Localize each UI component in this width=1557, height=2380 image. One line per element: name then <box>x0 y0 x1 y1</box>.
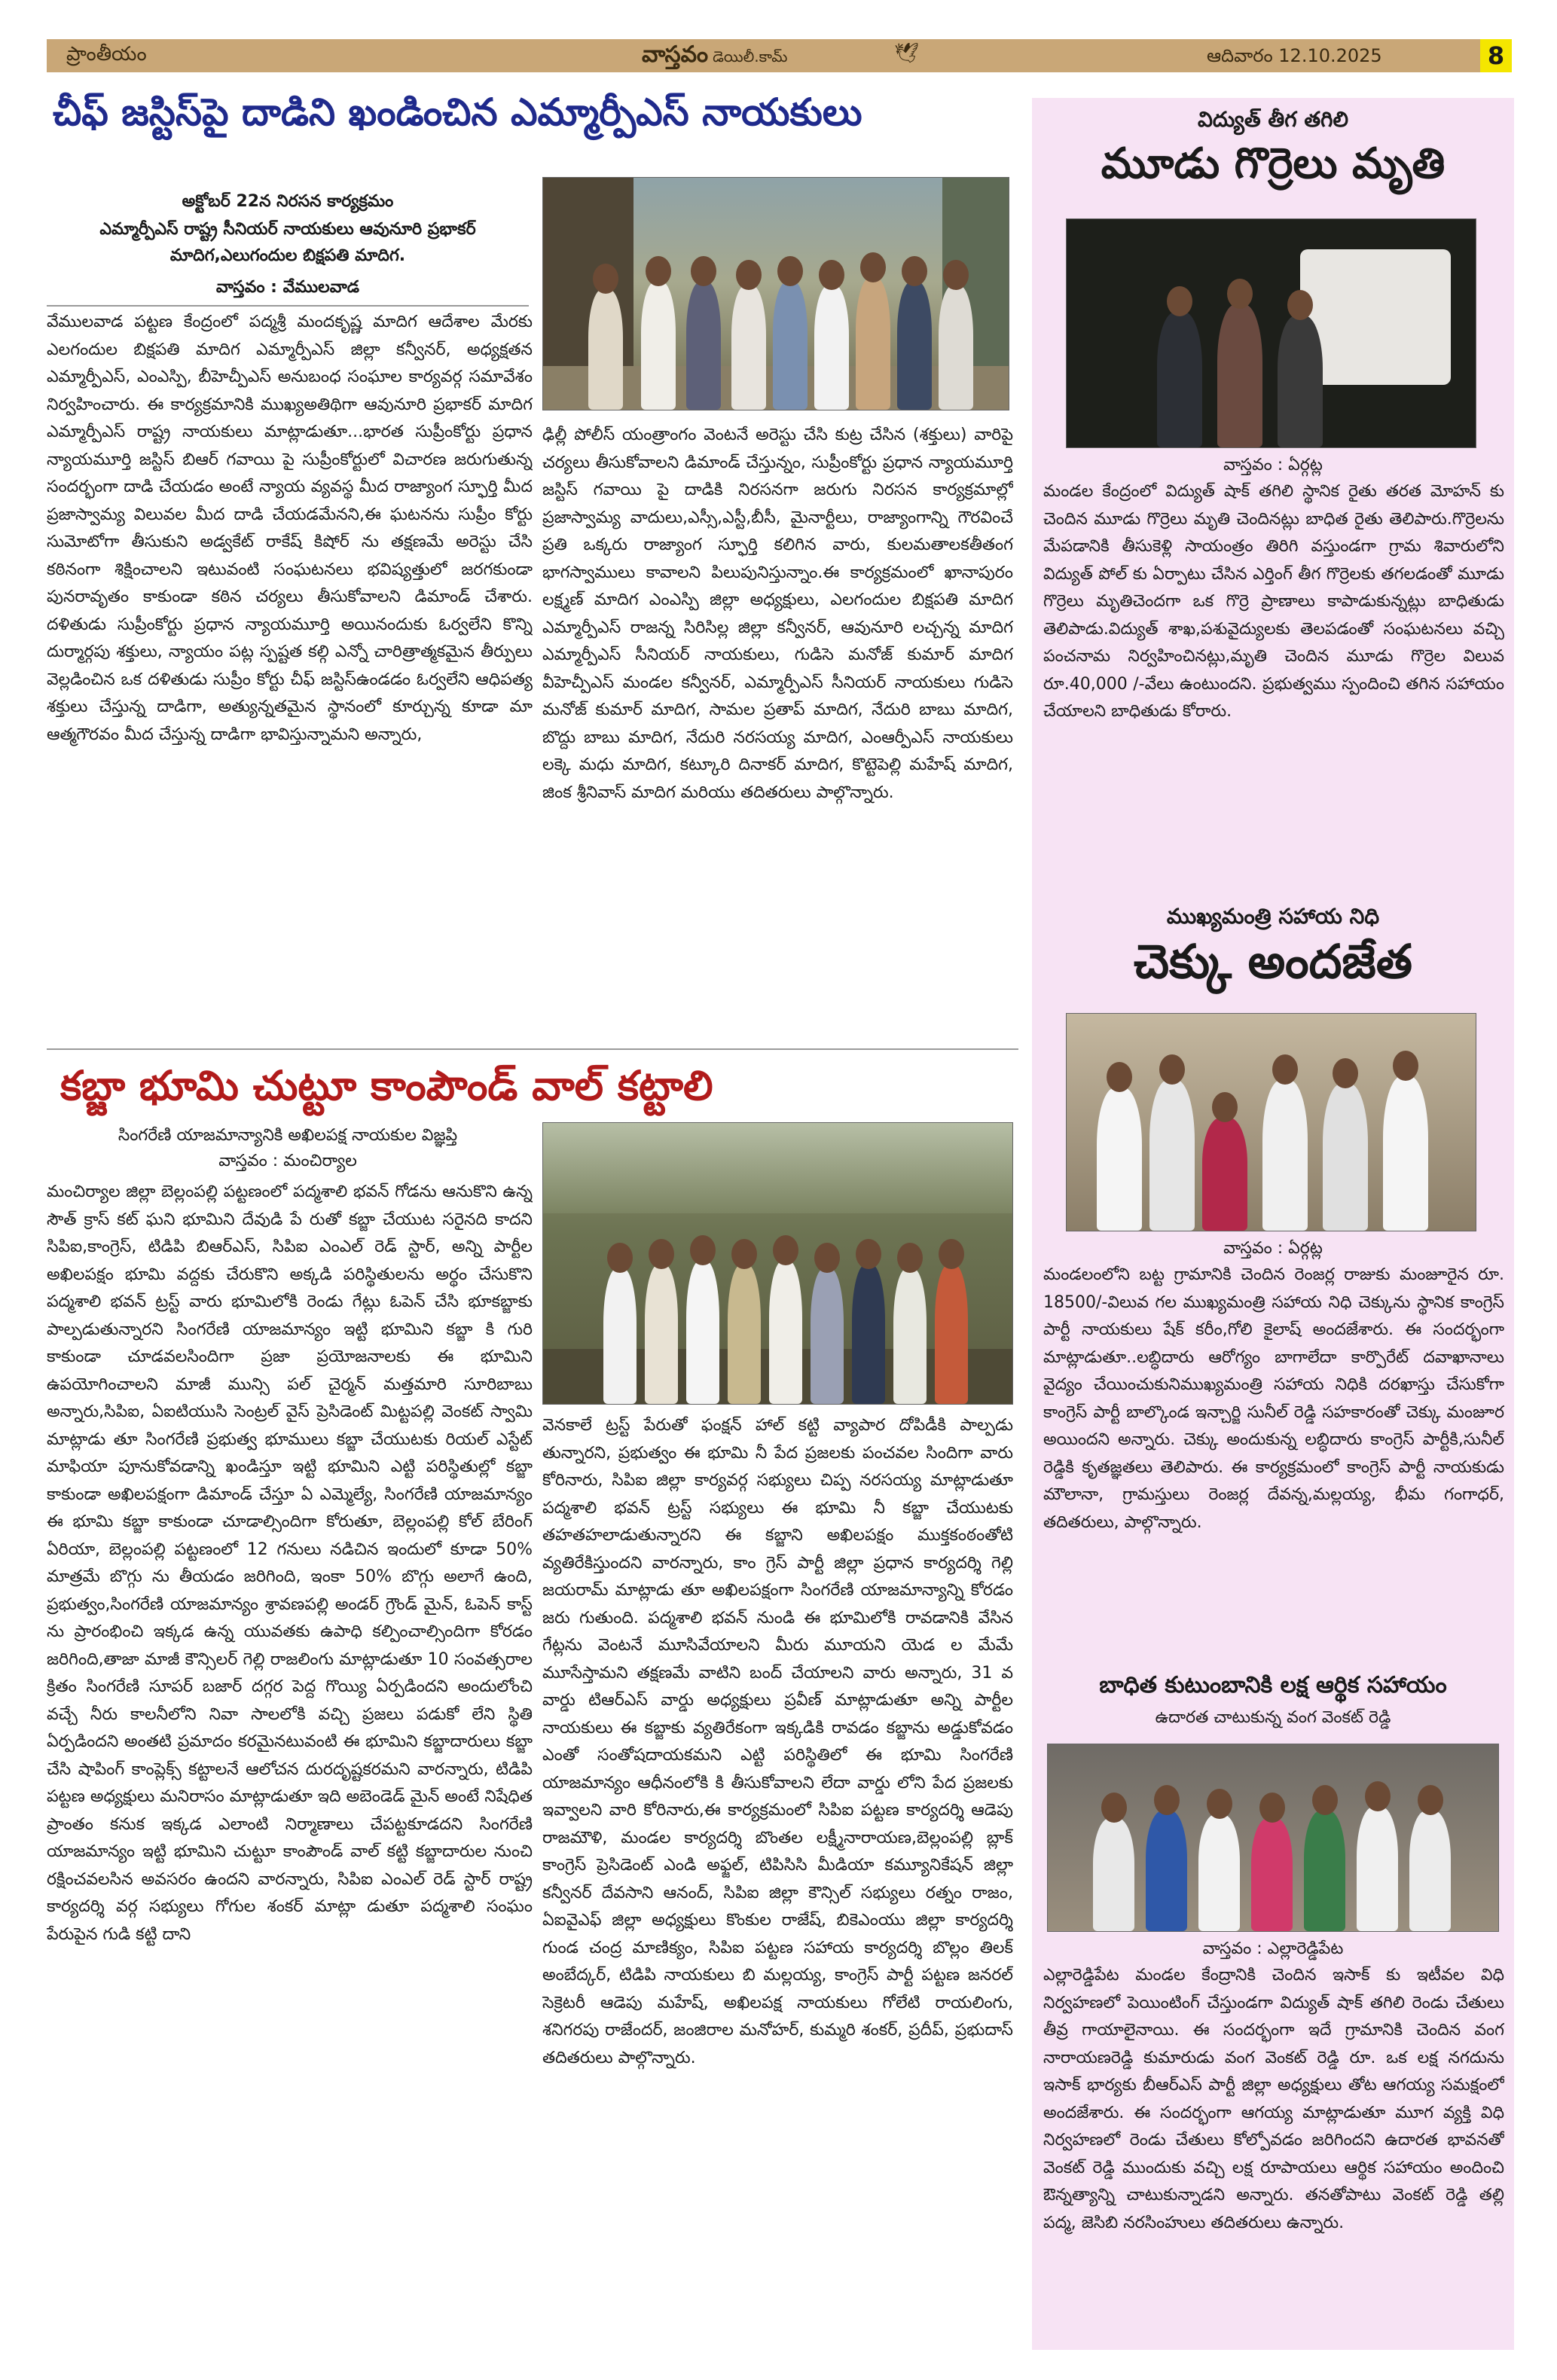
page-number: 8 <box>1480 39 1512 72</box>
sidebar-s1-photo <box>1066 218 1476 448</box>
story1-col2-text: ఢిల్లీ పోలీస్ యంత్రాంగం వెంటనే అరెస్టు చేసి కుట్ర చేసిన (శక్తులు) వారిపై చర్యలు తీసుకోవాలని డిమాండ్ చేస్తున్నం, సుప్రీంకోర్టు ప్రధాన న్యాయమూర్తి జస్టిస్ గవాయి పై దాడికి నిరసనగా జరుగు నిరసన కార్యక్రమాల్లో ప్రజాస్వామ్య వాదులు,ఎస్సీ,ఎస్టీ,బీసీ, మైనార్టీలు, రాజ్యాంగాన్ని గౌరవించే ప్రతి ఒక్కరు రాజ్యాంగ స్ఫూర్తి కలిగిన వారు, కులమతాలకతీతంగ భాగస్వాములు కావాలని పిలుపునిస్తున్నాం.ఈ కార్యక్రమంలో ఖానాపురం లక్ష్మణ్ మాదిగ ఎంఎస్పి జిల్లా అధ్యక్షులు, ఎలగందుల బిక్షపతి మాదిగ ఎమ్మార్పీఎస్ రాజన్న సిరిసిల్ల జిల్లా కన్వీనర్, ఆవునూరి లచ్చన్న మాదిగ ఎమ్మార్పీఎస్ సీనియర్ నాయకులు, గుడిసె మనోజ్ కుమార్ మాదిగ వీహెచ్పీఎస్ మండల కన్వీనర్, ఎమ్మార్పీఎస్ సీనియర్ నాయకులు గుడిసె మనోజ్ కుమార్ మాదిగ, సామల ప్రతాప్ మాదిగ, నేదురి బాబు మాదిగ, బొద్దు బాబు మాదిగ, నేదురి నరసయ్య మాదిగ, ఎంఆర్పీఎస్ నాయకులు లక్కె మధు మాదిగ, కట్కూరి దినాకర్ మాదిగ, కొట్టెపెల్లి మహేష్ మాదిగ, జింక శ్రీనివాస్ మాదిగ మరియు తదితరులు పాల్గొన్నారు. <box>542 426 1013 802</box>
story1-dateline: వాస్తవం : వేములవాడ <box>215 278 360 297</box>
story2-col1 <box>47 1179 533 2342</box>
story1-sub2: ఎమ్మార్పీఎస్ రాష్ట్ర సీనియర్ నాయకులు ఆవునూరి ప్రభాకర్ <box>99 219 476 239</box>
story2-dateline-wrap <box>47 1148 529 1178</box>
sidebar <box>1032 98 1514 2350</box>
story1-photo <box>542 177 1009 410</box>
sidebar-s1-dateline: వాస్తవం : ఏర్గట్ల <box>1223 456 1323 474</box>
story1-col2 <box>542 422 1013 1047</box>
sidebar-s1-kicker: విద్యుత్ తీగ తగిలి <box>1197 107 1348 132</box>
sidebar-s2-kicker: ముఖ్యమంత్రి సహాయ నిధి <box>1166 904 1380 929</box>
sidebar-s1-body-text: మండల కేంద్రంలో విద్యుత్ షాక్ తగిలి స్థానిక రైతు తరత మోహన్ కు చెందిన మూడు గొర్రెలు మృతి చెందినట్లు బాధిత రైతు తెలిపారు.గొర్రెలను మేపడానికి తీసుకెళ్లి సాయంత్రం తిరిగి వస్తుండగా గ్రామ శివారులోని విద్యుత్ పోల్ కు ఏర్పాటు చేసిన ఎర్తింగ్ తీగ గొర్రెలకు తగలడంతో మూడు గొర్రెలు మృతిచెందగా ఒక గొర్రె ప్రాణాలు కాపాడుకున్నట్లు బాధితుడు తెలిపాడు.విద్యుత్ శాఖ,పశువైద్యులకు తెలపడంతో సంఘటనలు వచ్చి పంచనామ నిర్వహించినట్లు,మృతి చెందిన మూడు గొర్రెల విలువ రూ.40,000 /-వేలు ఉంటుందని. ప్రభుత్వము స్పందించి తగిన సహాయం చేయాలని బాధితుడు కోరారు. <box>1043 482 1504 721</box>
sidebar-s3-body <box>1043 1962 1504 2342</box>
sidebar-s1-dateline-wrap <box>1055 452 1491 482</box>
story1-headline: చీఫ్ జస్టిస్‌పై దాడిని ఖండించిన ఎమ్మార్పీఎస్ నాయకులు <box>53 90 862 134</box>
header-bar <box>47 39 1512 72</box>
sidebar-s2-body <box>1043 1262 1504 1668</box>
section-label: ప్రాంతీయం <box>66 43 147 66</box>
sidebar-s3-dateline-wrap <box>1055 1936 1491 1966</box>
sidebar-s2-headline: చెక్కు అందజేత <box>1134 934 1412 989</box>
sidebar-s1-body <box>1043 478 1504 900</box>
sidebar-s3-headline: బాధిత కుటుంబానికి లక్ష ఆర్థిక సహాయం <box>1099 1672 1447 1698</box>
sidebar-s3-body-text: ఎల్లారెడ్డిపేట మండల కేంద్రానికి చెందిన ఇసాక్ కు ఇటీవల విధి నిర్వహణలో పెయింటింగ్ చేస్తుండగా విద్యుత్ షాక్ తగిలి రెండు చేతులు తీవ్ర గాయాలైనాయి. ఈ సందర్భంగా ఇదే గ్రామానికి చెందిన వంగ నారాయణరెడ్డి కుమారుడు వంగ వెంకట్ రెడ్డి రూ. ఒక లక్ష నగదును ఇసాక్ భార్యకు బీఆర్ఎస్ పార్టీ జిల్లా అధ్యక్షులు తోట ఆగయ్య సమక్షంలో అందజేశారు. ఈ సందర్భంగా ఆగయ్య మాట్లాడుతూ మూగ వ్యక్తి విధి నిర్వహణలో రెండు చేతులు కోల్పోవడం జరిగిందని ఉదారత భావనతో వెంకట్ రెడ్డి ముందుకు వచ్చి లక్ష రూపాయలు ఆర్థిక సహాయం అందించి ఔన్నత్యాన్ని చాటుకున్నాడని అన్నారు. తనతోపాటు వెంకట్ రెడ్డి తల్లి పద్మ, జెసిబి నరసింహులు తదితరులు ఉన్నారు. <box>1043 1966 1504 2232</box>
story2-headline: కబ్జా భూమి చుట్టూ కాంపౌండ్ వాల్ కట్టాలి <box>60 1062 713 1109</box>
story2-col2-text: వెనకాలే ట్రస్ట్ పేరుతో ఫంక్షన్ హాల్ కట్టి వ్యాపార దోపిడీకి పాల్పడు తున్నారని, ప్రభుత్వం ఈ భూమి నీ పేద ప్రజలకు పంచవల సిందిగా వారు కోరినారు, సిపిఐ జిల్లా కార్యవర్గ సభ్యులు చిప్ప నరసయ్య మాట్లాడుతూ పద్మశాలి భవన్ ట్రస్ట్ సభ్యులు ఈ భూమి నీ కబ్జా చేయుటకు తహతహలాడుతున్నారని ఈ కబ్జాని అఖిలపక్షం ముక్తకంఠంతోటి వ్యతిరేకిస్తుందని వారన్నారు, కాం గ్రెస్ పార్టీ జిల్లా ప్రధాన కార్యదర్శి గెల్లి జయరామ్ మాట్లాడు తూ అఖిలపక్షంగా సింగరేణి యాజమాన్యాన్ని కోరడం జరు గుతుంది. పద్మశాలి భవన్ నుండి ఈ భూమిలోకి రావడానికి వేసిన గేట్లను వెంటనే మూసివేయాలని మీరు మూయని యెడ ల మేమే మూసేస్తామని తక్షణమే వాటిని బంద్ చేయాలని వారు అన్నారు, 31 వ వార్డు టిఆర్ఎస్ వార్డు అధ్యక్షులు ప్రవీణ్ మాట్లాడుతూ అన్ని పార్టీల నాయకులు ఈ కబ్జాకు వ్యతిరేకంగా ఇక్కడికి రావడం కబ్జాను అడ్డుకోవడం ఎంతో సంతోషదాయకమని ఎట్టి పరిస్థితిలో ఈ భూమి సింగరేణి యాజమాన్యం ఆధీనంలోకి కి తీసుకోవాలని లేదా వార్డు లోని పేద ప్రజలకు ఇవ్వాలని వారి కోరినారు,ఈ కార్యక్రమంలో సిపిఐ పట్టణ కార్యదర్శి ఆడెపు రాజమౌళి, మండల కార్యదర్శి బొంతల లక్ష్మీనారాయణ,బెల్లంపల్లి బ్లాక్ కాంగ్రెస్ ప్రెసిడెంట్ ఎండి అఫ్జల్, టిపిసిసి మీడియా కమ్యూనికేషన్ జిల్లా కన్వీనర్ దేవసాని ఆనంద్, సిపిఐ జిల్లా కౌన్సిల్ సభ్యులు రత్నం రాజం, ఏఐవైఎఫ్ జిల్లా అధ్యక్షులు కొంకుల రాజేష్, బికెఎంయు జిల్లా కార్యదర్శి గుండ చంద్ర మాణిక్యం, సిపిఐ పట్టణ సహాయ కార్యదర్శి బొల్లం తిలక్ అంబేద్కర్, టిడిపి నాయకులు బి మల్లయ్య, కాంగ్రెస్ పార్టీ పట్టణ జనరల్ సెక్రెటరీ ఆడెపు మహేష్, అఖిలపక్ష నాయకులు గోలేటి రాయలింగు, శనిగరపు రాజేందర్, జంజిరాల మనోహర్, కుమ్మరి శంకర్, ప్రదీప్, ప్రభుదాస్ తదితరులు పాల్గొన్నారు. <box>542 1416 1013 2067</box>
sidebar-s3-dateline: వాస్తవం : ఎల్లారెడ్డిపేట <box>1202 1939 1344 1958</box>
story2-dateline: వాస్తవం : మంచిర్యాల <box>218 1152 357 1170</box>
divider <box>47 1048 1018 1050</box>
story1-sub3-wrap <box>47 243 529 273</box>
sidebar-s2-body-text: మండలంలోని బట్ట గ్రామానికి చెందిన రెంజర్ల రాజుకు మంజూరైన రూ. 18500/-విలువ గల ముఖ్యమంత్రి సహాయ నిధి చెక్కును స్థానిక కాంగ్రెస్ పార్టీ నాయకులు షేక్ కరీం,గోలి కైలాష్ అందజేశారు. ఈ సందర్భంగా మాట్లాడుతూ..లబ్ధిదారు ఆరోగ్యం బాగాలేదా కార్పొరేట్ దవాఖానాలు వైద్యం చేయించుకునిముఖ్యమంత్రి సహాయ నిధికి దరఖాస్తు చేసుకోగా కాంగ్రెస్ పార్టీ బాల్కొండ ఇన్చార్జి సునీల్ రెడ్డి సహకారంతో చెక్కు మంజూర అయిందని అన్నారు. చెక్కు అందుకున్న లబ్ధిదారు కాంగ్రెస్ పార్టీకి,సునీల్ రెడ్డికి కృతజ్ఞతలు తెలిపారు. ఈ కార్యక్రమంలో కాంగ్రెస్ పార్టీ నాయకుడు మౌలానా, గ్రామస్తులు రెంజర్ల దేవన్న,మల్లయ్య, భీమ గంగాధర్, తదితరులు, పాల్గొన్నారు. <box>1043 1265 1504 1532</box>
story2-sub: సింగరేణి యాజమాన్యానికి అఖిలపక్ష నాయకుల విజ్ఞప్తి <box>118 1126 458 1145</box>
story2-col2 <box>542 1412 1013 2346</box>
masthead-brand[interactable] <box>642 41 787 73</box>
sidebar-s3-photo <box>1047 1744 1499 1932</box>
sidebar-s2-dateline: వాస్తవం : ఏర్గట్ల <box>1223 1239 1323 1258</box>
sidebar-s1-headline: మూడు గొర్రెలు మృతి <box>1101 139 1446 188</box>
divider <box>47 305 529 307</box>
brand-name: వాస్తవం <box>642 41 709 68</box>
story1-sub3: మాదిగ,ఎలుగందుల బిక్షపతి మాదిగ. <box>169 246 406 265</box>
story1-col1 <box>47 309 533 1047</box>
story2-col1-text: మంచిర్యాల జిల్లా బెల్లంపల్లి పట్టణంలో పద్మశాలి భవన్ గోడను ఆనుకొని ఉన్న సౌత్ క్రాస్ కట్ ఘని భూమిని దేవుడి పే రుతో కబ్జా చేయుట సరైనది కాదని సిపిఐ,కాంగ్రెస్, టిడిపి బిఆర్ఎస్, సిపిఐ ఎంఎల్ రెడ్ స్టార్, అన్ని పార్టీల అఖిలపక్షం భూమి వద్దకు చేరుకొని అక్కడి పరిస్థితులను అర్థం చేసుకొని పద్మశాలి భవన్ ట్రస్ట్ వారు భూమిలోకి రెండు గేట్లు ఓపెన్ చేసి భూకబ్జాకు పాల్పడుతున్నారని సింగరేణి యాజమాన్యం ఇట్టి భూమిని కబ్జా కి గురి కాకుండా చూడవలసిందిగా ప్రజా ప్రయోజనాలకు ఈ భూమిని ఉపయోగించాలని మాజీ మున్సి పల్ చైర్మన్ మత్తమారి సూరిబాబు అన్నారు,సిపిఐ, ఏఐటియుసి సెంట్రల్ వైస్ ప్రెసిడెంట్ మిట్టపల్లి వెంకట్ స్వామి మాట్లాడు తూ సింగరేణి ప్రభుత్వ భూములు కబ్జా చేయుటకు రియల్ ఎస్టేట్ మాఫియా పూనుకోవడాన్ని ఖండిస్తూ ఇట్టి భూమిని ఎట్టి పరిస్థితుల్లో కబ్జా కాకుండా అఖిలపక్షంగా డిమాండ్ చేస్తూ ఏ ఎమ్మెల్యే, సింగరేణి యాజమాన్యం ఈ భూమి కబ్జా కాకుండా చూడాల్సిందిగా కోరుతూ, బెల్లంపల్లి కోల్ బేరింగ్ ఏరియా, బెల్లంపల్లి పట్టణంలో 12 గనులు నడిచిన ఇందులో కూడా 50% మాత్రమే బొగ్గు ను తీయడం జరిగింది, ఇంకా 50% బొగ్గు అలాగే ఉంది, ప్రభుత్వం,సింగరేణి యాజమాన్యం శ్రావణపల్లి అండర్ గ్రౌండ్ మైన్, ఓపెన్ కాస్ట్ ను ప్రారంభించి ఇక్కడ ఉన్న యువతకు ఉపాధి కల్పించాల్సిందిగా కోరడం జరిగింది,తాజా మాజీ కౌన్సిలర్ గెల్లి రాజలింగు మాట్లాడుతూ 10 సంవత్సరాల క్రితం సింగరేణి సూపర్ బజార్ దగ్గర పెద్ద గొయ్యి ఏర్పడిందని అందులోంచి వచ్చే నీరు కాలనీలోని నివా సాలలోకి వచ్చి ప్రజలు పడుకో లేని స్థితి ఏర్పడిందని అంతటి ప్రమాదం కరమైనటువంటి ఈ భూమిని కబ్జాదారులు కబ్జా చేసి షాపింగ్ కాంప్లెక్స్ కట్టాలనే ఆలోచన దురదృష్టకరమని వారన్నారు, టిడిపి పట్టణ అధ్యక్షులు మనిరాసం మాట్లాడుతూ ఇది అబెండెడ్ మైన్ అంటే నిషేధిత ప్రాంతం కనుక ఇక్కడ ఎలాంటి నిర్మాణాలు చేపట్టకూడదని సింగరేణి యాజమాన్యం ఇట్టి భూమిని చుట్టూ కాంపౌండ్ వాల్ కట్టి కబ్జాదారుల నుంచి రక్షించవలసిన అవసరం ఉందని వారన్నారు, సిపిఐ ఎంఎల్ రెడ్ స్టార్ రాష్ట్ర కార్యదర్శి వర్గ సభ్యులు గోగుల శంకర్ మాట్లా డుతూ పద్మశాలి సంఘం పేరుపైన గుడి కట్టి దాని <box>47 1182 533 1944</box>
story1-dateline-wrap <box>47 274 529 304</box>
sidebar-s3-sub: ఉదారత చాటుకున్న వంగ వెంకట్ రెడ్డి <box>1155 1708 1391 1727</box>
brand-suffix: డెయిలీ.కామ్ <box>713 47 788 66</box>
story1-sub1: అక్టోబర్ 22న నిరసన కార్యక్రమం <box>182 192 394 211</box>
sidebar-s2-photo <box>1066 1013 1476 1231</box>
dove-icon: 🕊 <box>894 42 920 65</box>
story2-photo <box>542 1122 1013 1405</box>
story1-subheads <box>47 188 529 249</box>
issue-date: ఆదివారం 12.10.2025 <box>1207 45 1382 66</box>
sidebar-s2-dateline-wrap <box>1055 1235 1491 1265</box>
story1-col1-text: వేములవాడ పట్టణ కేంద్రంలో పద్మశ్రీ మందకృష్ణ మాదిగ ఆదేశాల మేరకు ఎలగందుల బిక్షపతి మాదిగ ఎమ్మార్పీఎస్ జిల్లా కన్వీనర్, అధ్యక్షతన ఎమ్మార్పీఎస్, ఎంఎస్పి, బీహెచ్పీఎస్ అనుబంధ సంఘాల కార్యవర్గ సమావేశం నిర్వహించారు. ఈ కార్యక్రమానికి ముఖ్యఅతిథిగా ఆవునూరి ప్రభాకర్ మాదిగ ఎమ్మార్పీఎస్ రాష్ట్ర నాయకులు మాట్లాడుతూ...భారత సుప్రీంకోర్టు ప్రధాన న్యాయమూర్తి జస్టిస్ బిఆర్ గవాయి పై సుప్రీంకోర్టులో విచారణ జరుగుతున్న సందర్భంగా దాడి చేయడం అంటే న్యాయ వ్యవస్థ మీద రాజ్యాంగ స్ఫూర్తి మీద ప్రజాస్వామ్య విలువల మీద దాడి చేయడమేనని,ఈ ఘటనను సుప్రీం కోర్టు సుమోటోగా తీసుకుని అడ్వకేట్ రాకేష్ కిషోర్ ను తక్షణమే అరెస్టు చేసి కఠినంగా శిక్షించాలని ఇటువంటి సంఘటనలు భవిష్యత్తులో జరగకుండా పునరావృతం కాకుండా కఠిన చర్యలు తీసుకోవాలని డిమాండ్ చేశారు. దళితుడు సుప్రీంకోర్టు ప్రధాన న్యాయమూర్తి అయినందుకు ఓర్వలేని కొన్ని దుర్మార్గపు శక్తులు, న్యాయం పట్ల స్పష్టత కల్గి ఎన్నో చారిత్రాత్మకమైన తీర్పులు వెల్లడించిన ఒక దళితుడు సుప్రీం కోర్టు చీఫ్ జస్టిస్‌ఉండడం ఓర్వలేని ఆధిపత్య శక్తులు చేస్తున్న దాడిగా, అత్యున్నతమైన స్థానంలో కూర్చున్న కూడా మా ఆత్మగౌరవం మీద చేస్తున్న దాడిగా భావిస్తున్నామని అన్నారు, <box>47 313 533 744</box>
